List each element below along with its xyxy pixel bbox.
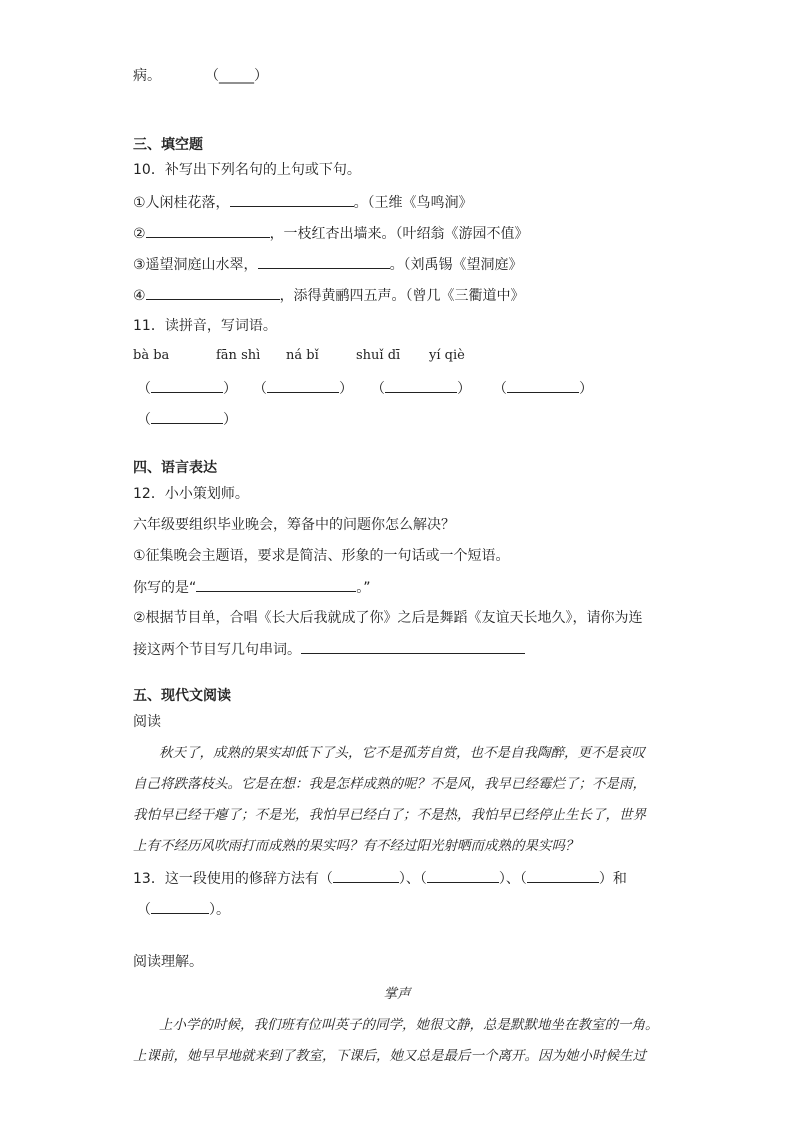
q13-blank-4[interactable] bbox=[151, 899, 209, 914]
read2-label: 阅读理解。 bbox=[133, 954, 203, 970]
q10-item-3-pre: ③遥望洞庭山水翠， bbox=[133, 257, 258, 273]
q12-item-1: ①征集晚会主题语，要求是简洁、形象的一句话或一个短语。 bbox=[133, 548, 510, 564]
q12-item-2-line1: ②根据节目单，合唱《长大后我就成了你》之后是舞蹈《友谊天长地久》，请你为连 bbox=[133, 610, 643, 626]
q13-blank-2[interactable] bbox=[427, 868, 499, 883]
q12-item-2-blank[interactable] bbox=[301, 639, 525, 654]
q9-answer-paren: （_____） bbox=[205, 68, 268, 84]
q10-item-4-blank[interactable] bbox=[146, 285, 280, 300]
q13-line-1 bbox=[133, 868, 627, 889]
read-label: 阅读 bbox=[133, 714, 161, 730]
q12-prompt: 12．小小策划师。 bbox=[133, 486, 249, 502]
q9-tail bbox=[133, 66, 268, 86]
q13-sep-1: ）、（ bbox=[398, 871, 427, 887]
section4-title: 四、语言表达 bbox=[133, 460, 217, 476]
pinyin-2: fān shì bbox=[216, 348, 261, 363]
story-line-1: 上小学的时候，我们班有位叫英子的同学，她很文静，总是默默地坐在教室的一角。 bbox=[159, 1017, 659, 1033]
q12-item-2-line2 bbox=[133, 639, 525, 660]
q12-item-2-text: 接这两个节目写几句串词。 bbox=[133, 642, 301, 658]
story-title: 掌声 bbox=[383, 986, 411, 1002]
q10-item-4-pre: ④ bbox=[133, 288, 146, 304]
q10-item-1-post: 。（王维《鸟鸣涧》 bbox=[353, 195, 473, 211]
q12-answer-blank[interactable] bbox=[196, 577, 356, 592]
q12-answer-line bbox=[133, 577, 371, 598]
passage-line-4: 上有不经历风吹雨打而成熟的果实吗？有不经过阳光射晒而成熟的果实吗？ bbox=[133, 838, 579, 854]
q11-answer-1[interactable]: （ ） bbox=[137, 378, 237, 398]
q13-blank-3[interactable] bbox=[527, 868, 599, 883]
q13-close: ）。 bbox=[209, 902, 230, 918]
passage-line-1: 秋天了，成熟的果实却低下了头，它不是孤芳自赏，也不是自我陶醉，更不是哀叹 bbox=[159, 745, 645, 761]
q13-blank-1[interactable] bbox=[333, 868, 399, 883]
q10-item-1 bbox=[133, 192, 473, 213]
q10-item-3-blank[interactable] bbox=[258, 254, 390, 269]
q10-item-2-pre: ② bbox=[133, 226, 146, 242]
q10-item-4 bbox=[133, 285, 525, 306]
q12-intro: 六年级要组织毕业晚会，筹备中的问题你怎么解决？ bbox=[133, 517, 455, 533]
q11-answer-3[interactable]: （ ） bbox=[371, 378, 471, 398]
q13-sep-2: ）、（ bbox=[498, 871, 527, 887]
passage-line-3: 我怕早已经干瘪了；不是光，我怕早已经白了；不是热，我怕早已经停止生长了，世界 bbox=[133, 807, 646, 823]
q10-item-2-post: ，一枝红杏出墙来。（叶绍翁《游园不值》 bbox=[269, 226, 529, 242]
q13-line-2 bbox=[137, 899, 230, 920]
pinyin-4: shuǐ dī bbox=[356, 348, 401, 363]
q10-item-3-post: 。（刘禹锡《望洞庭》 bbox=[389, 257, 523, 273]
q11-answer-5[interactable]: （ ） bbox=[137, 409, 237, 429]
q9-text: 病。 bbox=[133, 68, 161, 84]
q10-item-2 bbox=[133, 223, 529, 244]
q13-end: ）和 bbox=[598, 871, 627, 887]
pinyin-3: ná bǐ bbox=[286, 348, 319, 363]
story-line-2: 上课前，她早早地就来到了教室，下课后，她又总是最后一个离开。因为她小时候生过 bbox=[133, 1048, 646, 1064]
pinyin-5: yí qiè bbox=[429, 348, 465, 363]
q10-item-3 bbox=[133, 254, 523, 275]
q13-open: （ bbox=[137, 902, 151, 918]
q10-item-1-blank[interactable] bbox=[230, 192, 354, 207]
q12-answer-pre: 你写的是“ bbox=[133, 580, 197, 596]
q11-answer-4[interactable]: （ ） bbox=[493, 378, 593, 398]
q10-item-2-blank[interactable] bbox=[146, 223, 270, 238]
q10-item-4-post: ，添得黄鹂四五声。（曾几《三衢道中》 bbox=[279, 288, 525, 304]
pinyin-1: bà ba bbox=[133, 348, 170, 363]
q13-pre: 13．这一段使用的修辞方法有（ bbox=[133, 871, 333, 887]
q11-answer-2[interactable]: （ ） bbox=[253, 378, 353, 398]
q11-prompt: 11．读拼音，写词语。 bbox=[133, 318, 277, 334]
q10-prompt: 10．补写出下列名句的上句或下句。 bbox=[133, 162, 361, 178]
q10-item-1-pre: ①人闲桂花落， bbox=[133, 195, 230, 211]
section5-title: 五、现代文阅读 bbox=[133, 688, 231, 704]
section3-title: 三、填空题 bbox=[133, 137, 203, 153]
q12-answer-post: 。” bbox=[356, 580, 371, 596]
passage-line-2: 自己将跌落枝头。它是在想：我是怎样成熟的呢？不是风，我早已经霉烂了；不是雨， bbox=[133, 776, 646, 792]
